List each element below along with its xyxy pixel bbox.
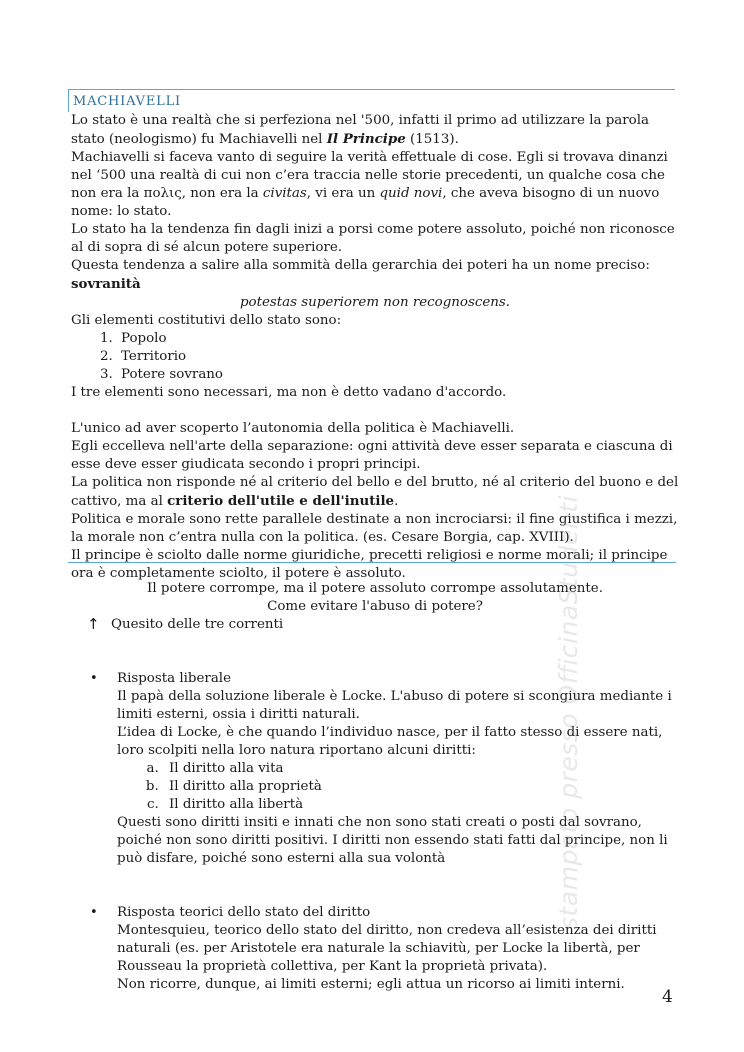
utile-criterion: criterio dell'utile e dell'inutile	[167, 493, 395, 509]
list-item: b. Il diritto alla proprietà	[163, 778, 679, 796]
rule-of-law-paragraph-1: Montesquieu, teorico dello stato del diritto, non credeva all’esistenza dei diritti naturali (es. per Aristotele era naturale la schiavitù, per Locke la libertà, per Rousseau la proprietà collettiva, per Kant la proprietà privata).	[117, 923, 657, 974]
watermark: stampato presso OfficinaStudenti	[554, 495, 583, 930]
politics-paragraph-1: L'unico ad aver scoperto l’autonomia della politica è Machiavelli.	[71, 421, 515, 436]
latin-formula: potestas superiorem non recognoscens.	[239, 295, 511, 310]
liberal-paragraph-1: Il papà della soluzione liberale è Locke. L'abuso di potere si scongiura mediante i limiti esterni, ossia i diritti naturali.	[117, 689, 672, 722]
book-title: Il Principe	[326, 131, 406, 147]
list-item: 1. Popolo	[117, 330, 679, 348]
section-heading-box	[68, 89, 675, 112]
section-divider	[68, 562, 676, 563]
rule-of-law-title: Risposta teorici dello stato del diritto	[117, 905, 371, 920]
politics-paragraph-4: Politica e morale sono rette parallele destinate a non incrociarsi: il fine giustifica i mezzi, la morale non c’entra nulla con la politica. (es. Cesare Borgia, cap. XVIII).	[71, 512, 678, 545]
liberal-title: Risposta liberale	[117, 671, 232, 686]
list-item: c. Il diritto alla libertà	[163, 796, 679, 814]
politics-paragraph-3: La politica non risponde né al criterio del bello e del brutto, né al criterio del buono e del cattivo, ma al criterio dell'utile e dell'inutile.	[71, 475, 679, 509]
politics-paragraph-2: Egli eccelleva nell'arte della separazione: ogni attività deve esser separata e ciascuna di esse deve esser giudicata secondo i propri principi.	[71, 439, 673, 472]
up-arrow-icon: ↑	[87, 615, 100, 633]
liberal-paragraph-2: L’idea di Locke, è che quando l’individuo nasce, per il fatto stesso di essere nati, loro scolpiti nella loro natura riportano alcuni diritti:	[117, 725, 663, 758]
section-heading: MACHIAVELLI	[73, 94, 181, 109]
rule-of-law-paragraph-2: Non ricorre, dunque, ai limiti esterni; egli attua un ricorso ai limiti interni.	[117, 977, 625, 992]
rights-list	[117, 760, 679, 814]
bullet-icon: •	[90, 905, 98, 920]
liberal-answer	[71, 670, 679, 868]
list-item: 2. Territorio	[117, 348, 679, 366]
intro-paragraph-2: Machiavelli si faceva vanto di seguire la verità effettuale di cose. Egli si trovava dinanzi nel ‘500 una realtà di cui non c’era traccia nelle storie precedenti, un qualche cosa che non era la πολις, non era la civitas, vi era un quid novi, che aveva bisogno di un nuovo nome: lo stato.	[71, 150, 668, 219]
rule-of-law-answer	[71, 904, 679, 994]
elements-intro: Gli elementi costitutivi dello stato sono:	[71, 313, 342, 328]
elements-list	[71, 330, 679, 384]
liberal-paragraph-3: Questi sono diritti insiti e innati che non sono stati creati o posti dal sovrano, poiché non sono diritti positivi. I diritti non essendo stati fatti dal principe, non li può disfare, poiché sono esterni alla sua volontà	[117, 815, 668, 866]
bullet-icon: •	[90, 671, 98, 686]
three-currents-question: ↑ Quesito delle tre correnti	[87, 615, 284, 633]
power-section	[71, 580, 679, 994]
machiavelli-section	[71, 112, 679, 583]
politics-paragraph-5: Il principe è sciolto dalle norme giuridiche, precetti religiosi e norme morali; il principe ora è completamente sciolto, il potere è assoluto.	[71, 548, 668, 581]
sovranita-term: sovranità	[71, 276, 141, 292]
page-number: 4	[662, 987, 673, 1007]
quote-line-1: Il potere corrompe, ma il potere assoluto corrompe assolutamente.	[147, 581, 603, 596]
intro-paragraph-3: Lo stato ha la tendenza fin dagli inizi a porsi come potere assoluto, poiché non riconosce al di sopra di sé alcun potere superiore.	[71, 222, 675, 255]
list-item: 3. Potere sovrano	[117, 366, 679, 384]
elements-note: I tre elementi sono necessari, ma non è detto vadano d'accordo.	[71, 385, 507, 400]
quote-line-2: Come evitare l'abuso di potere?	[267, 599, 483, 614]
intro-paragraph-1: Lo stato è una realtà che si perfeziona nel '500, infatti il primo ad utilizzare la parola stato (neologismo) fu Machiavelli nel Il Principe (1513).	[71, 113, 650, 147]
list-item: a. Il diritto alla vita	[163, 760, 679, 778]
intro-paragraph-4: Questa tendenza a salire alla sommità della gerarchia dei poteri ha un nome preciso:	[71, 258, 650, 273]
